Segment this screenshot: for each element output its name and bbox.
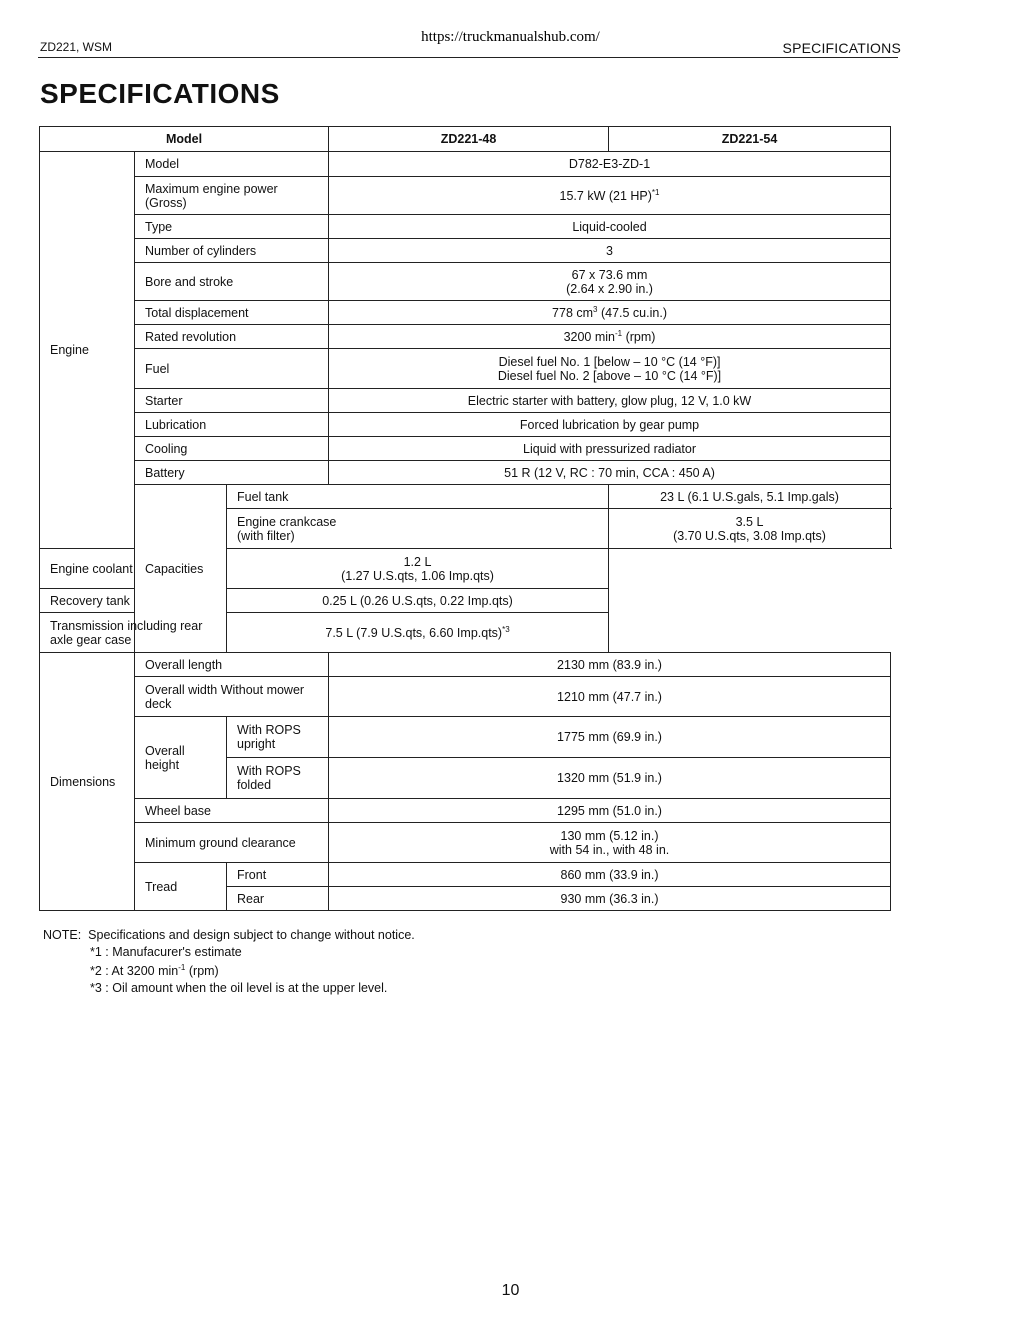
table-row	[40, 677, 891, 717]
row-value: 7.5 L (7.9 U.S.qts, 6.60 Imp.qts)$^{*3}$	[227, 613, 609, 653]
row-sublabel: Rear	[227, 887, 329, 911]
table-row	[40, 461, 891, 485]
header-section: SPECIFICATIONS	[782, 40, 901, 56]
row-label: Wheel base	[135, 799, 329, 823]
row-sublabel: Front	[227, 863, 329, 887]
table-row	[40, 263, 891, 301]
row-value: 67 x 73.6 mm (2.64 x 2.90 in.)	[329, 263, 891, 301]
row-label: Maximum engine power (Gross)	[135, 177, 329, 215]
row-value: Electric starter with battery, glow plug, 12 V, 1.0 kW	[329, 389, 891, 413]
row-label: Overall width Without mower deck	[135, 677, 329, 717]
row-value: 23 L (6.1 U.S.gals, 5.1 Imp.gals)	[609, 485, 891, 509]
table-row	[40, 485, 891, 509]
row-value: Liquid with pressurized radiator	[329, 437, 891, 461]
row-value: Liquid-cooled	[329, 215, 891, 239]
row-value: 1320 mm (51.9 in.)	[329, 758, 891, 799]
table-row	[40, 653, 891, 677]
row-sublabel: With ROPS folded	[227, 758, 329, 799]
group-engine: Engine	[40, 152, 135, 549]
row-value: 778 $cm^3$ (47.5 cu.in.)	[329, 301, 891, 325]
page-number: 10	[501, 1282, 520, 1299]
row-label: Overall height	[135, 717, 227, 799]
row-value: 1.2 L (1.27 U.S.qts, 1.06 Imp.qts)	[227, 549, 609, 589]
table-row	[40, 177, 891, 215]
row-label: Tread	[135, 863, 227, 911]
row-label: Total displacement	[135, 301, 329, 325]
row-label: Engine coolant	[40, 549, 227, 589]
table-row	[40, 717, 891, 758]
table-header-row	[40, 127, 891, 152]
table-row	[40, 215, 891, 239]
notes-block	[43, 927, 415, 996]
row-label: Overall length	[135, 653, 329, 677]
row-label: Fuel	[135, 349, 329, 389]
row-label: Battery	[135, 461, 329, 485]
row-label: Rated revolution	[135, 325, 329, 349]
row-value: 51 R (12 V, RC : 70 min, CCA : 450 A)	[329, 461, 891, 485]
row-value: Forced lubrication by gear pump	[329, 413, 891, 437]
note-main: NOTE: Specifications and design subject to change without notice.	[43, 928, 415, 942]
table-row	[40, 589, 891, 613]
row-label: Minimum ground clearance	[135, 823, 329, 863]
group-capacities: Capacities	[135, 485, 227, 653]
row-label: Type	[135, 215, 329, 239]
row-value: Diesel fuel No. 1 [below – 10 °C (14 °F)] Diesel fuel No. 2 [above – 10 °C (14 °F)]	[329, 349, 891, 389]
footnote-1: *1 : Manufacurer's estimate	[90, 944, 242, 959]
row-label: Bore and stroke	[135, 263, 329, 301]
row-value: 930 mm (36.3 in.)	[329, 887, 891, 911]
col-zd221-48-header: ZD221-48	[329, 127, 609, 152]
row-value: 130 mm (5.12 in.) with 54 in., with 48 in.	[329, 823, 891, 863]
table-row	[40, 863, 891, 887]
row-label: Recovery tank	[40, 589, 227, 613]
row-label: Transmission including rear axle gear case	[40, 613, 227, 653]
group-dimensions: Dimensions	[40, 653, 135, 911]
row-value: 3.5 L (3.70 U.S.qts, 3.08 Imp.qts)	[609, 509, 891, 549]
table-row	[40, 325, 891, 349]
row-label: Engine crankcase (with filter)	[227, 509, 609, 549]
row-value: 0.25 L (0.26 U.S.qts, 0.22 Imp.qts)	[227, 589, 609, 613]
page-title: SPECIFICATIONS	[40, 78, 280, 109]
row-label: Model	[135, 152, 329, 177]
col-zd221-54-header: ZD221-54	[609, 127, 891, 152]
table-row	[40, 389, 891, 413]
table-row	[40, 437, 891, 461]
table-row	[40, 239, 891, 263]
row-value: 860 mm (33.9 in.)	[329, 863, 891, 887]
spec-table	[39, 126, 891, 911]
footnote-2: *2 : At 3200 $\min^{-1} (rpm)$	[90, 963, 219, 979]
row-label: Starter	[135, 389, 329, 413]
row-label: Fuel tank	[227, 485, 609, 509]
row-value: 15.7 kW (21 HP)$^{*1}$	[329, 177, 891, 215]
table-row	[40, 613, 891, 653]
table-row	[40, 799, 891, 823]
row-label: Cooling	[135, 437, 329, 461]
table-row	[40, 349, 891, 389]
row-value: 2130 mm (83.9 in.)	[329, 653, 891, 677]
table-row	[40, 301, 891, 325]
row-label: Lubrication	[135, 413, 329, 437]
col-model-header: Model	[40, 127, 329, 152]
row-value: D782-E3-ZD-1	[329, 152, 891, 177]
row-value: 1295 mm (51.0 in.)	[329, 799, 891, 823]
row-value: 1210 mm (47.7 in.)	[329, 677, 891, 717]
table-row	[40, 823, 891, 863]
header-rule	[38, 57, 898, 58]
table-row	[40, 152, 891, 177]
row-value: 3200 $\min^{-1} (rpm)$	[329, 325, 891, 349]
row-value: 1775 mm (69.9 in.)	[329, 717, 891, 758]
table-row	[40, 413, 891, 437]
footnote-3: *3 : Oil amount when the oil level is at the upper level.	[90, 980, 388, 995]
source-url[interactable]: https://truckmanualshub.com/	[421, 29, 600, 45]
header-doc-id: ZD221, WSM	[40, 40, 113, 54]
row-label: Number of cylinders	[135, 239, 329, 263]
row-sublabel: With ROPS upright	[227, 717, 329, 758]
row-value: 3	[329, 239, 891, 263]
